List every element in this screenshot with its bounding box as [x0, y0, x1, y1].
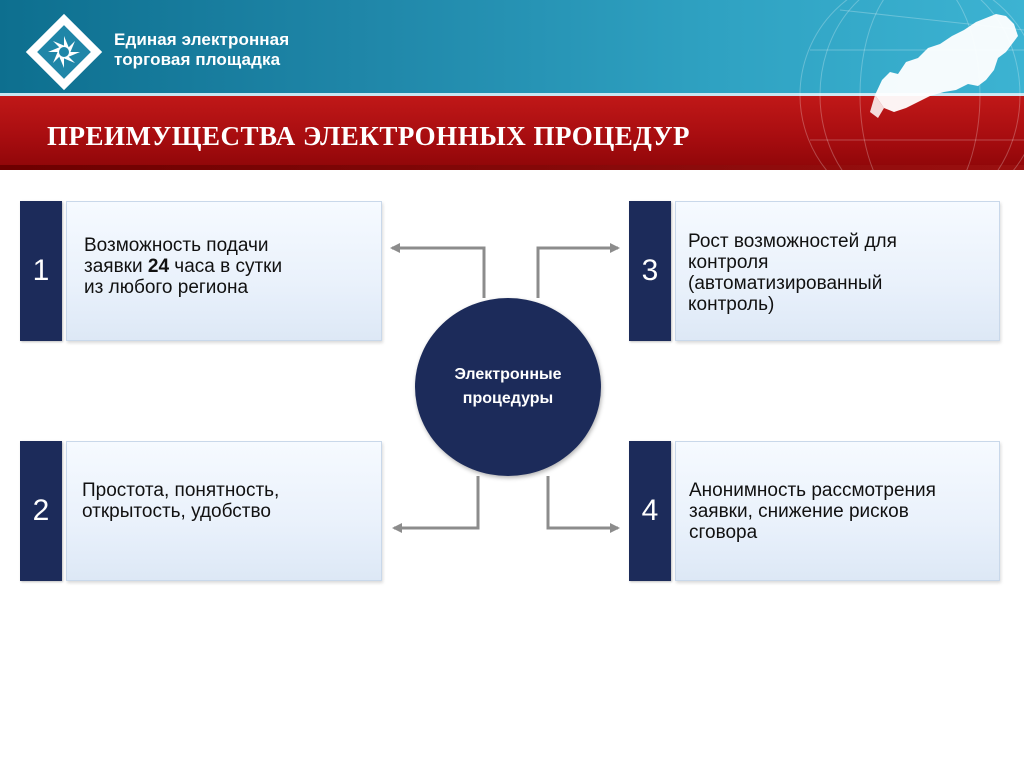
item-1-card: [66, 201, 382, 341]
item-1-line1: Возможность подачи: [84, 235, 269, 256]
item-1-line2-post: часа в сутки: [169, 256, 283, 277]
item-2-number-tab: [20, 441, 62, 581]
item-2-text: [82, 480, 279, 522]
arrow-to-item-1: [392, 248, 484, 298]
item-4-number-tab: [629, 441, 671, 581]
arrow-to-item-2: [394, 476, 478, 528]
item-1-number: 1: [32, 254, 50, 287]
item-3-number-tab: [629, 201, 671, 341]
item-4-line3: сговора: [689, 522, 758, 543]
item-4-number: 4: [641, 494, 659, 527]
item-2-line1: Простота, понятность,: [82, 480, 280, 501]
slide-title: ПРЕИМУЩЕСТВА ЭЛЕКТРОННЫХ ПРОЦЕДУР: [47, 121, 691, 151]
item-2-line2: открытость, удобство: [82, 501, 271, 522]
item-3-line2: контроля: [688, 252, 769, 273]
item-4-line1: Анонимность рассмотрения: [689, 480, 936, 501]
item-1-line2-bold: 24: [147, 256, 170, 277]
center-label: [433, 363, 583, 411]
center-label-line2: процедуры: [462, 390, 554, 407]
item-3-text: [688, 231, 897, 315]
item-3-line1: Рост возможностей для: [688, 231, 897, 252]
center-circle: [415, 298, 601, 476]
item-1-line3: из любого региона: [84, 277, 249, 298]
item-2-number: 2: [32, 494, 50, 527]
org-name-line1: Единая электронная: [114, 30, 290, 49]
center-label-line1: Электронные: [454, 366, 562, 383]
item-4-card: [675, 441, 1000, 581]
item-1-text: [84, 235, 282, 298]
item-1-number-tab: [20, 201, 62, 341]
arrow-to-item-4: [548, 476, 618, 528]
item-3-number: 3: [641, 254, 659, 287]
item-4-text: [689, 480, 936, 543]
org-name-line2: торговая площадка: [114, 50, 281, 69]
arrow-to-item-3: [538, 248, 618, 298]
item-1-line2-pre: заявки: [84, 256, 148, 277]
item-2-card: [66, 441, 382, 581]
item-3-line3: (автоматизированный: [688, 273, 883, 294]
item-4-line2: заявки, снижение рисков: [689, 501, 909, 522]
item-1-line2: [84, 256, 282, 277]
item-3-card: [675, 201, 1000, 341]
item-3-line4: контроль): [688, 294, 775, 315]
